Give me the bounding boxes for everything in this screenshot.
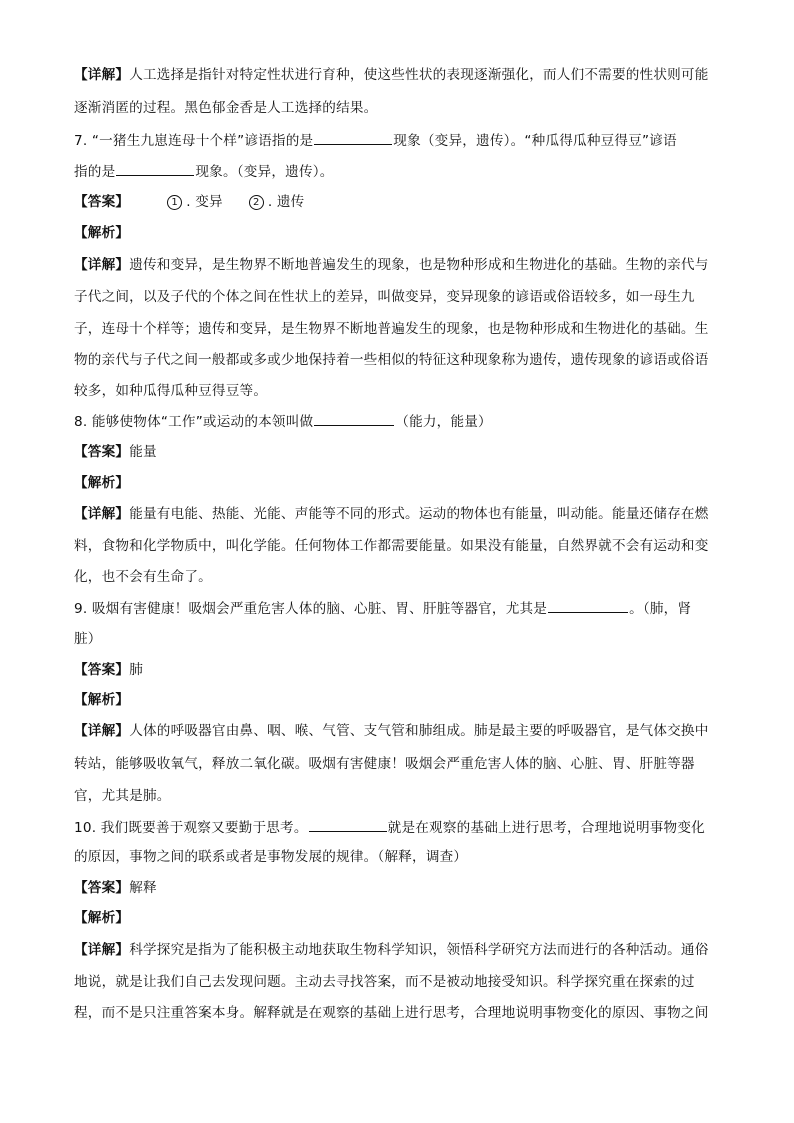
question-7-cont [74, 161, 334, 182]
detail-line [74, 1003, 709, 1023]
answer-label: 【答案】 [74, 194, 130, 210]
detail-label: 【详解】 [74, 506, 130, 522]
question-text: 脏） [74, 631, 102, 647]
answer-label: 【答案】 [74, 662, 130, 678]
circled-number: 1 [167, 195, 182, 210]
answer-text: 解释 [129, 880, 157, 896]
detail-text: 人工选择是指针对特定性状进行育种，使这些性状的表现逐渐强化，而人们不需要的性状则可能 [129, 67, 709, 83]
question-text: 的原因，事物之间的联系或者是事物发展的规律。（解释，调查） [74, 849, 468, 865]
analysis-8 [74, 473, 129, 493]
circled-number: 2 [249, 195, 264, 210]
question-text: （能力，能量） [395, 414, 492, 430]
detail-text: 逐渐消匿的过程。黑色郁金香是人工选择的结果。 [74, 100, 378, 116]
analysis-label: 【解析】 [74, 225, 130, 241]
detail-text: 化，也不会有生命了。 [74, 569, 212, 585]
detail-text: 较多，如种瓜得瓜种豆得豆等。 [74, 383, 268, 399]
detail-line [74, 536, 709, 556]
detail-line [74, 350, 709, 370]
answer-blank [314, 411, 394, 426]
detail-line [74, 98, 377, 118]
analysis-9 [74, 690, 129, 710]
detail-text: 官，尤其是肺。 [74, 788, 171, 804]
answer-text: 肺 [129, 662, 143, 678]
detail-text: 能量有电能、热能、光能、声能等不同的形式。运动的物体也有能量，叫动能。能量还储存在燃 [129, 506, 709, 522]
question-text: 现象。（变异，遗传）。 [195, 164, 334, 180]
analysis-label: 【解析】 [74, 692, 130, 708]
answer-7 [74, 192, 304, 212]
answer-text: . 遗传 [267, 194, 305, 210]
question-text: 8. 能够使物体“工作”或运动的本领叫做 [74, 414, 314, 430]
answer-label: 【答案】 [74, 444, 130, 460]
analysis-label: 【解析】 [74, 475, 130, 491]
detail-label: 【详解】 [74, 942, 130, 958]
question-10 [74, 817, 705, 838]
detail-line [74, 940, 709, 960]
answer-text: 能量 [129, 444, 157, 460]
detail-line [74, 972, 695, 992]
detail-line [74, 381, 267, 401]
detail-text: 子，连母十个样等；遗传和变异，是生物界不断地普遍发生的现象，也是物种形成和生物进化的基础。生 [74, 321, 709, 337]
answer-8 [74, 442, 157, 462]
question-8 [74, 411, 492, 432]
analysis-label: 【解析】 [74, 910, 130, 926]
detail-label: 【详解】 [74, 723, 130, 739]
question-7 [74, 130, 677, 151]
question-text: 7. “一猪生九崽连母十个样”谚语指的是 [74, 133, 314, 149]
detail-line [74, 287, 695, 307]
question-text: 9. 吸烟有害健康！吸烟会严重危害人体的脑、心脏、胃、肝脏等器官，尤其是 [74, 601, 548, 617]
detail-label: 【详解】 [74, 257, 130, 273]
answer-blank [116, 161, 194, 176]
question-text: 。（肺，肾 [629, 601, 692, 617]
detail-line [74, 786, 171, 806]
answer-blank [309, 817, 387, 832]
answer-10 [74, 878, 157, 898]
analysis-10 [74, 908, 129, 928]
detail-line [74, 567, 212, 587]
question-text: 指的是 [74, 164, 116, 180]
detail-line [74, 255, 709, 275]
answer-9 [74, 660, 143, 680]
analysis-7 [74, 223, 129, 243]
question-text: 现象（变异，遗传）。“种瓜得瓜种豆得豆”谚语 [393, 133, 677, 149]
detail-line [74, 65, 709, 85]
detail-line [74, 504, 709, 524]
detail-line [74, 721, 709, 741]
detail-text: 料，食物和化学物质中，叫化学能。任何物体工作都需要能量。如果没有能量，自然界就不会有运动和变 [74, 538, 709, 554]
answer-blank [314, 130, 392, 145]
detail-text: 科学探究是指为了能积极主动地获取生物科学知识，领悟科学研究方法而进行的各种活动。通俗 [129, 942, 709, 958]
detail-text: 地说，就是让我们自己去发现问题。主动去寻找答案，而不是被动地接受知识。科学探究重在探索的过 [74, 974, 695, 990]
detail-text: 转站，能够吸收氧气，释放二氧化碳。吸烟有害健康！吸烟会严重危害人体的脑、心脏、胃、肝脏等器 [74, 756, 695, 772]
detail-text: 物的亲代与子代之间一般都或多或少地保持着一些相似的特征这种现象称为遗传，遗传现象的谚语或俗语 [74, 352, 709, 368]
detail-text: 子代之间，以及子代的个体之间在性状上的差异，叫做变异，变异现象的谚语或俗语较多，如一母生九 [74, 289, 695, 305]
question-10-cont [74, 847, 467, 867]
question-text: 10. 我们既要善于观察又要勤于思考。 [74, 820, 308, 836]
question-text: 就是在观察的基础上进行思考，合理地说明事物变化 [387, 820, 705, 836]
question-9 [74, 598, 691, 619]
detail-text: 遗传和变异，是生物界不断地普遍发生的现象，也是物种形成和生物进化的基础。生物的亲代与 [129, 257, 709, 273]
question-9-cont [74, 629, 102, 649]
detail-label: 【详解】 [74, 67, 130, 83]
detail-line [74, 754, 695, 774]
answer-blank [548, 598, 628, 613]
answer-label: 【答案】 [74, 880, 130, 896]
detail-line [74, 319, 709, 339]
detail-text: 人体的呼吸器官由鼻、咽、喉、气管、支气管和肺组成。肺是最主要的呼吸器官，是气体交换中 [129, 723, 709, 739]
answer-text: . 变异 [186, 194, 223, 210]
detail-text: 程，而不是只注重答案本身。解释就是在观察的基础上进行思考，合理地说明事物变化的原因、事物之间 [74, 1005, 709, 1021]
